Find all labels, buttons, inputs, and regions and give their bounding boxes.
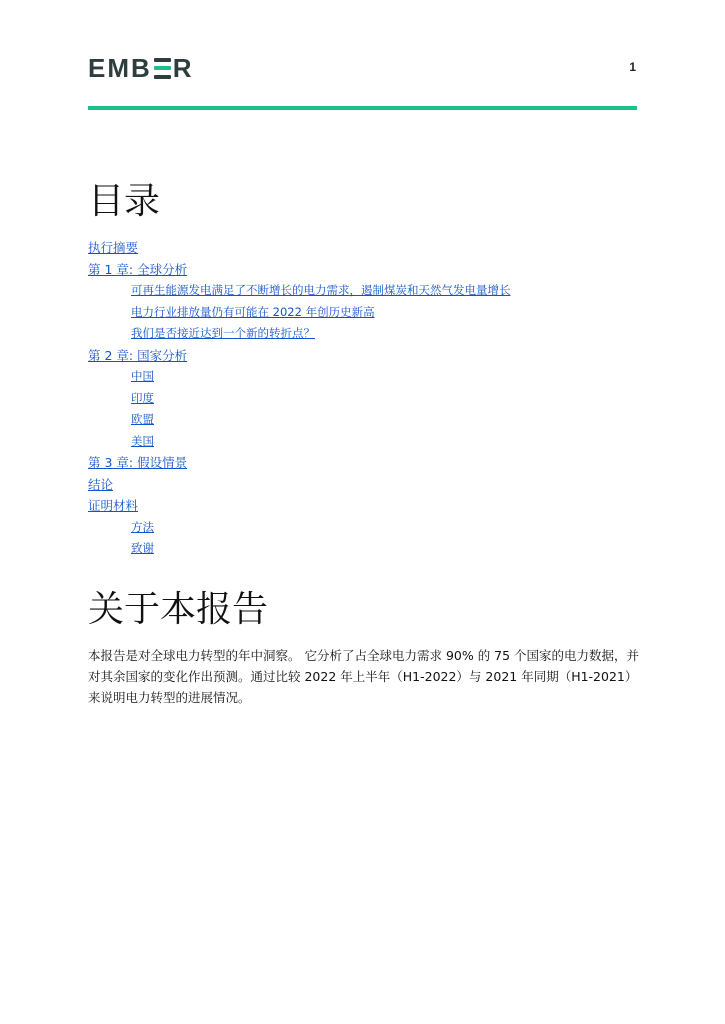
toc-link-china[interactable]: 中国: [131, 369, 154, 383]
table-of-contents: [88, 237, 648, 560]
toc-link-chapter-3[interactable]: 第 3 章: 假设情景: [88, 455, 188, 470]
about-report-body: 本报告是对全球电力转型的年中洞察。 它分析了占全球电力需求 90% 的 75 个国家的电力数据，并对其余国家的变化作出预测。通过比较 2022 年上半年（H1-2022）与 2021 年同期（H1-2021）来说明电力转型的进展情况。: [88, 648, 640, 705]
toc-link-renewables[interactable]: 可再生能源发电满足了不断增长的电力需求，遏制煤炭和天然气发电量增长: [131, 283, 511, 297]
ember-logo: [88, 53, 194, 83]
toc-link-turning-point[interactable]: 我们是否接近达到一个新的转折点？: [131, 326, 315, 340]
logo-e-mark-icon: [154, 58, 171, 79]
toc-title: 目录: [88, 181, 161, 222]
toc-link-usa[interactable]: 美国: [131, 433, 154, 448]
logo-text-part-2: R: [172, 53, 194, 83]
about-report-title: 关于本报告: [88, 589, 269, 630]
toc-link-executive-summary[interactable]: 执行摘要: [88, 240, 139, 255]
logo-text-part-1: EMB: [88, 53, 152, 83]
toc-link-chapter-1[interactable]: 第 1 章: 全球分析: [88, 261, 188, 277]
toc-link-india[interactable]: 印度: [131, 390, 154, 405]
toc-link-supporting-materials[interactable]: 证明材料: [88, 498, 139, 513]
toc-link-eu[interactable]: 欧盟: [131, 412, 154, 426]
page-number: 1: [629, 60, 636, 74]
header-divider: [88, 106, 637, 110]
toc-link-chapter-2[interactable]: 第 2 章: 国家分析: [88, 347, 188, 363]
toc-link-conclusion[interactable]: 结论: [88, 476, 114, 492]
toc-link-emissions[interactable]: 电力行业排放量仍有可能在 2022 年创历史新高: [131, 304, 375, 319]
toc-link-acknowledgements[interactable]: 致谢: [131, 541, 154, 555]
toc-link-methodology[interactable]: 方法: [131, 519, 154, 534]
